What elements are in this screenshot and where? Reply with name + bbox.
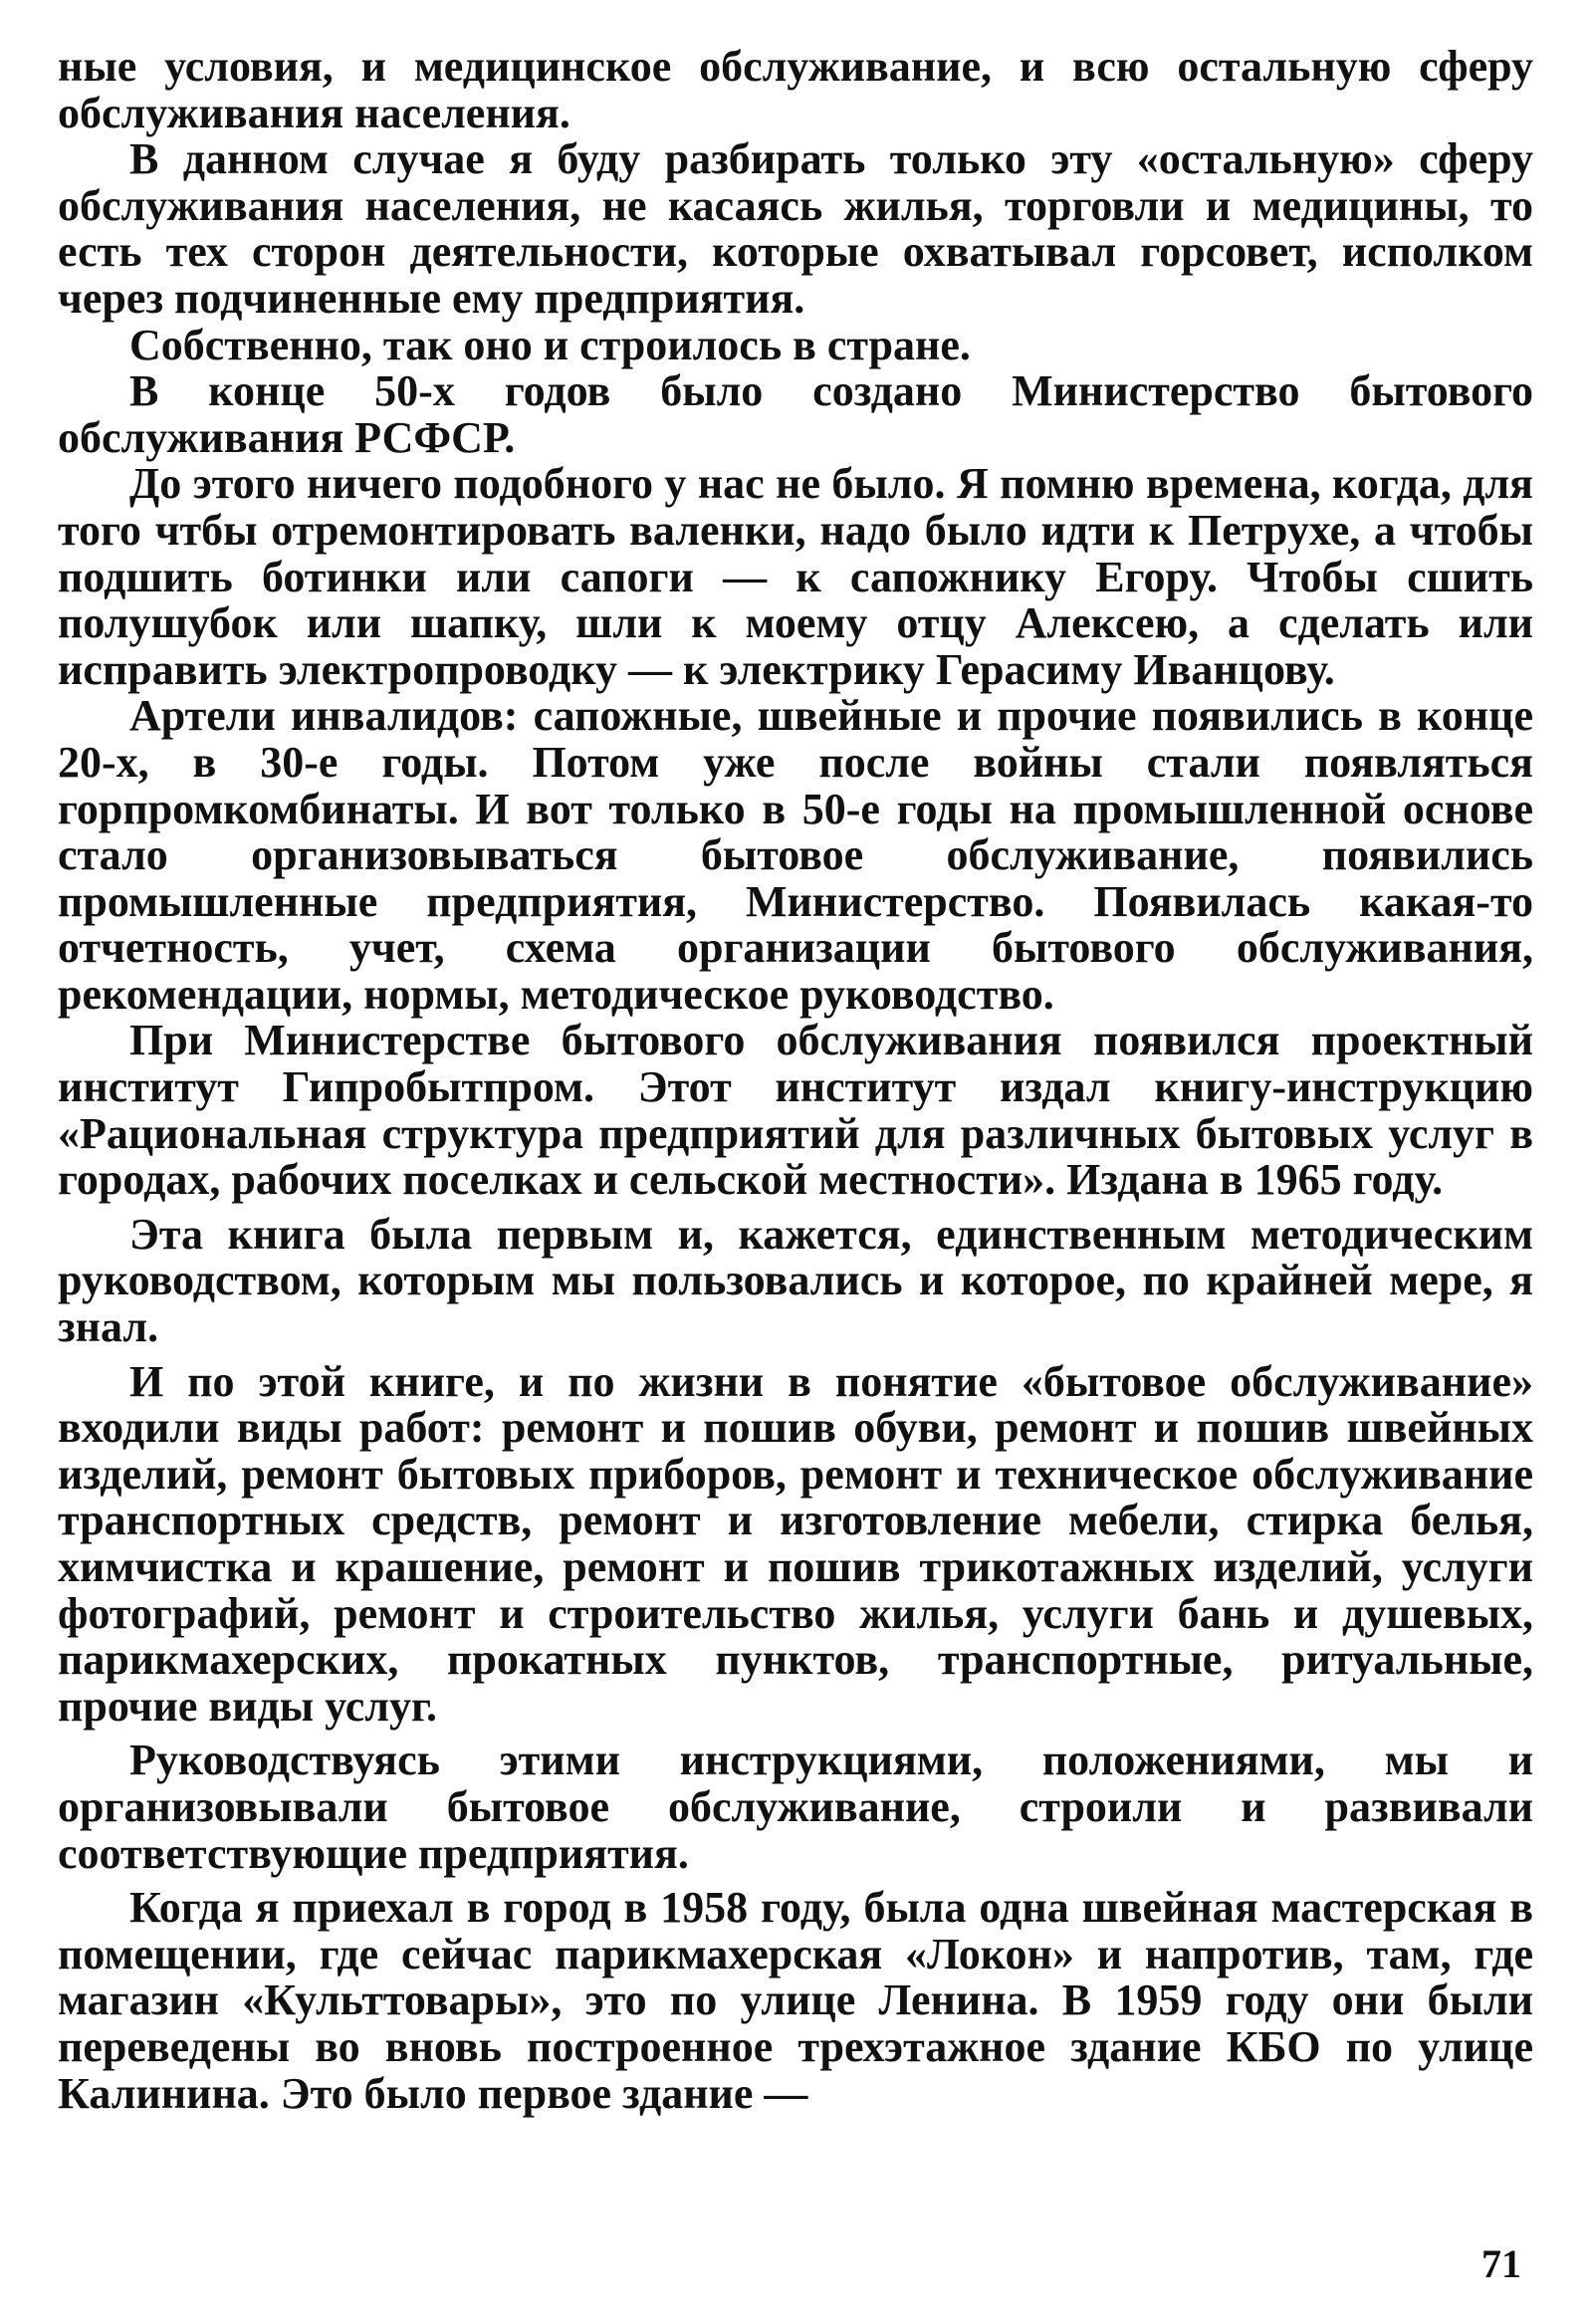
paragraph: Когда я приехал в город в 1958 году, была одна швейная мастерская в помещении, где сейчас парикмахерская «Локон» и напротив, там, где магазин «Культтовары», это по улице Ленина. В 1959 году они были переведены во вновь построенное трехэтажное здание КБО по улице Калинина. Это было первое здание — <box>58 1883 1533 2118</box>
paragraph: И по этой книге, и по жизни в понятие «бытовое обслуживание» входили виды работ: ремонт и пошив обуви, ремонт и пошив швейных изделий, ремонт бытовых приборов, ремонт и техническое обслуживание транспортных средств, ремонт и изготовление мебели, стирка белья, химчистка и крашение, ремонт и пошив трикотажных изделий, услуги фотографий, ремонт и строительство жилья, услуги бань и душевых, парикмахерских, прокатных пунктов, транспортные, ритуальные, прочие виды услуг. <box>58 1356 1533 1731</box>
paragraph: ные условия, и медицинское обслуживание, и всю остальную сферу обслуживания населения. <box>58 42 1533 137</box>
page-number: 71 <box>1481 2241 1521 2286</box>
page-text <box>58 44 1533 2117</box>
paragraph: При Министерстве бытового обслуживания появился проектный институт Гипробытпром. Этот институт издал книгу-инструкцию «Рациональная структура предприятий для различных бытовых услуг в городах, рабочих поселках и сельской местности». Издана в 1965 году. <box>58 1016 1533 1205</box>
paragraph: В данном случае я буду разбирать только эту «остальную» сферу обслуживания населения, не касаясь жилья, торговли и медицины, то есть тех сторон деятельности, которые охватывал горсовет, исполком через подчиненные ему предприятия. <box>58 134 1533 323</box>
paragraph: До этого ничего подобного у нас не было. Я помню времена, когда, для того чтбы отремонтировать валенки, надо было идти к Петрухе, а чтобы подшить ботинки или сапоги — к сапожнику Егору. Чтобы сшить полушубок или шапку, шли к моему отцу Алексею, а сделать или исправить электропроводку — к электрику Герасиму Иванцову. <box>58 459 1533 694</box>
paragraph: Собственно, так оно и строилось в стране. <box>129 320 971 369</box>
paragraph: Артели инвалидов: сапожные, швейные и прочие появились в конце 20-х, в 30-е годы. Потом уже после войны стали появляться горпромкомбинаты. И вот только в 50-е годы на промышленной основе стало организовываться бытовое обслуживание, появились промышленные предприятия, Министерство. Появилась какая-то отчетность, учет, схема организации бытового обслуживания, рекомендации, нормы, методическое руководство. <box>58 691 1533 1019</box>
paragraph: В конце 50-х годов было создано Министерство бытового обслуживания РСФСР. <box>58 366 1533 462</box>
paragraph: Эта книга была первым и, кажется, единственным методическим руководством, которым мы пользовались и которое, по крайней мере, я знал. <box>58 1209 1533 1352</box>
paragraph: Руководствуясь этими инструкциями, положениями, мы и организовывали бытовое обслуживание, строили и развивали соответствующие предприятия. <box>58 1736 1533 1878</box>
